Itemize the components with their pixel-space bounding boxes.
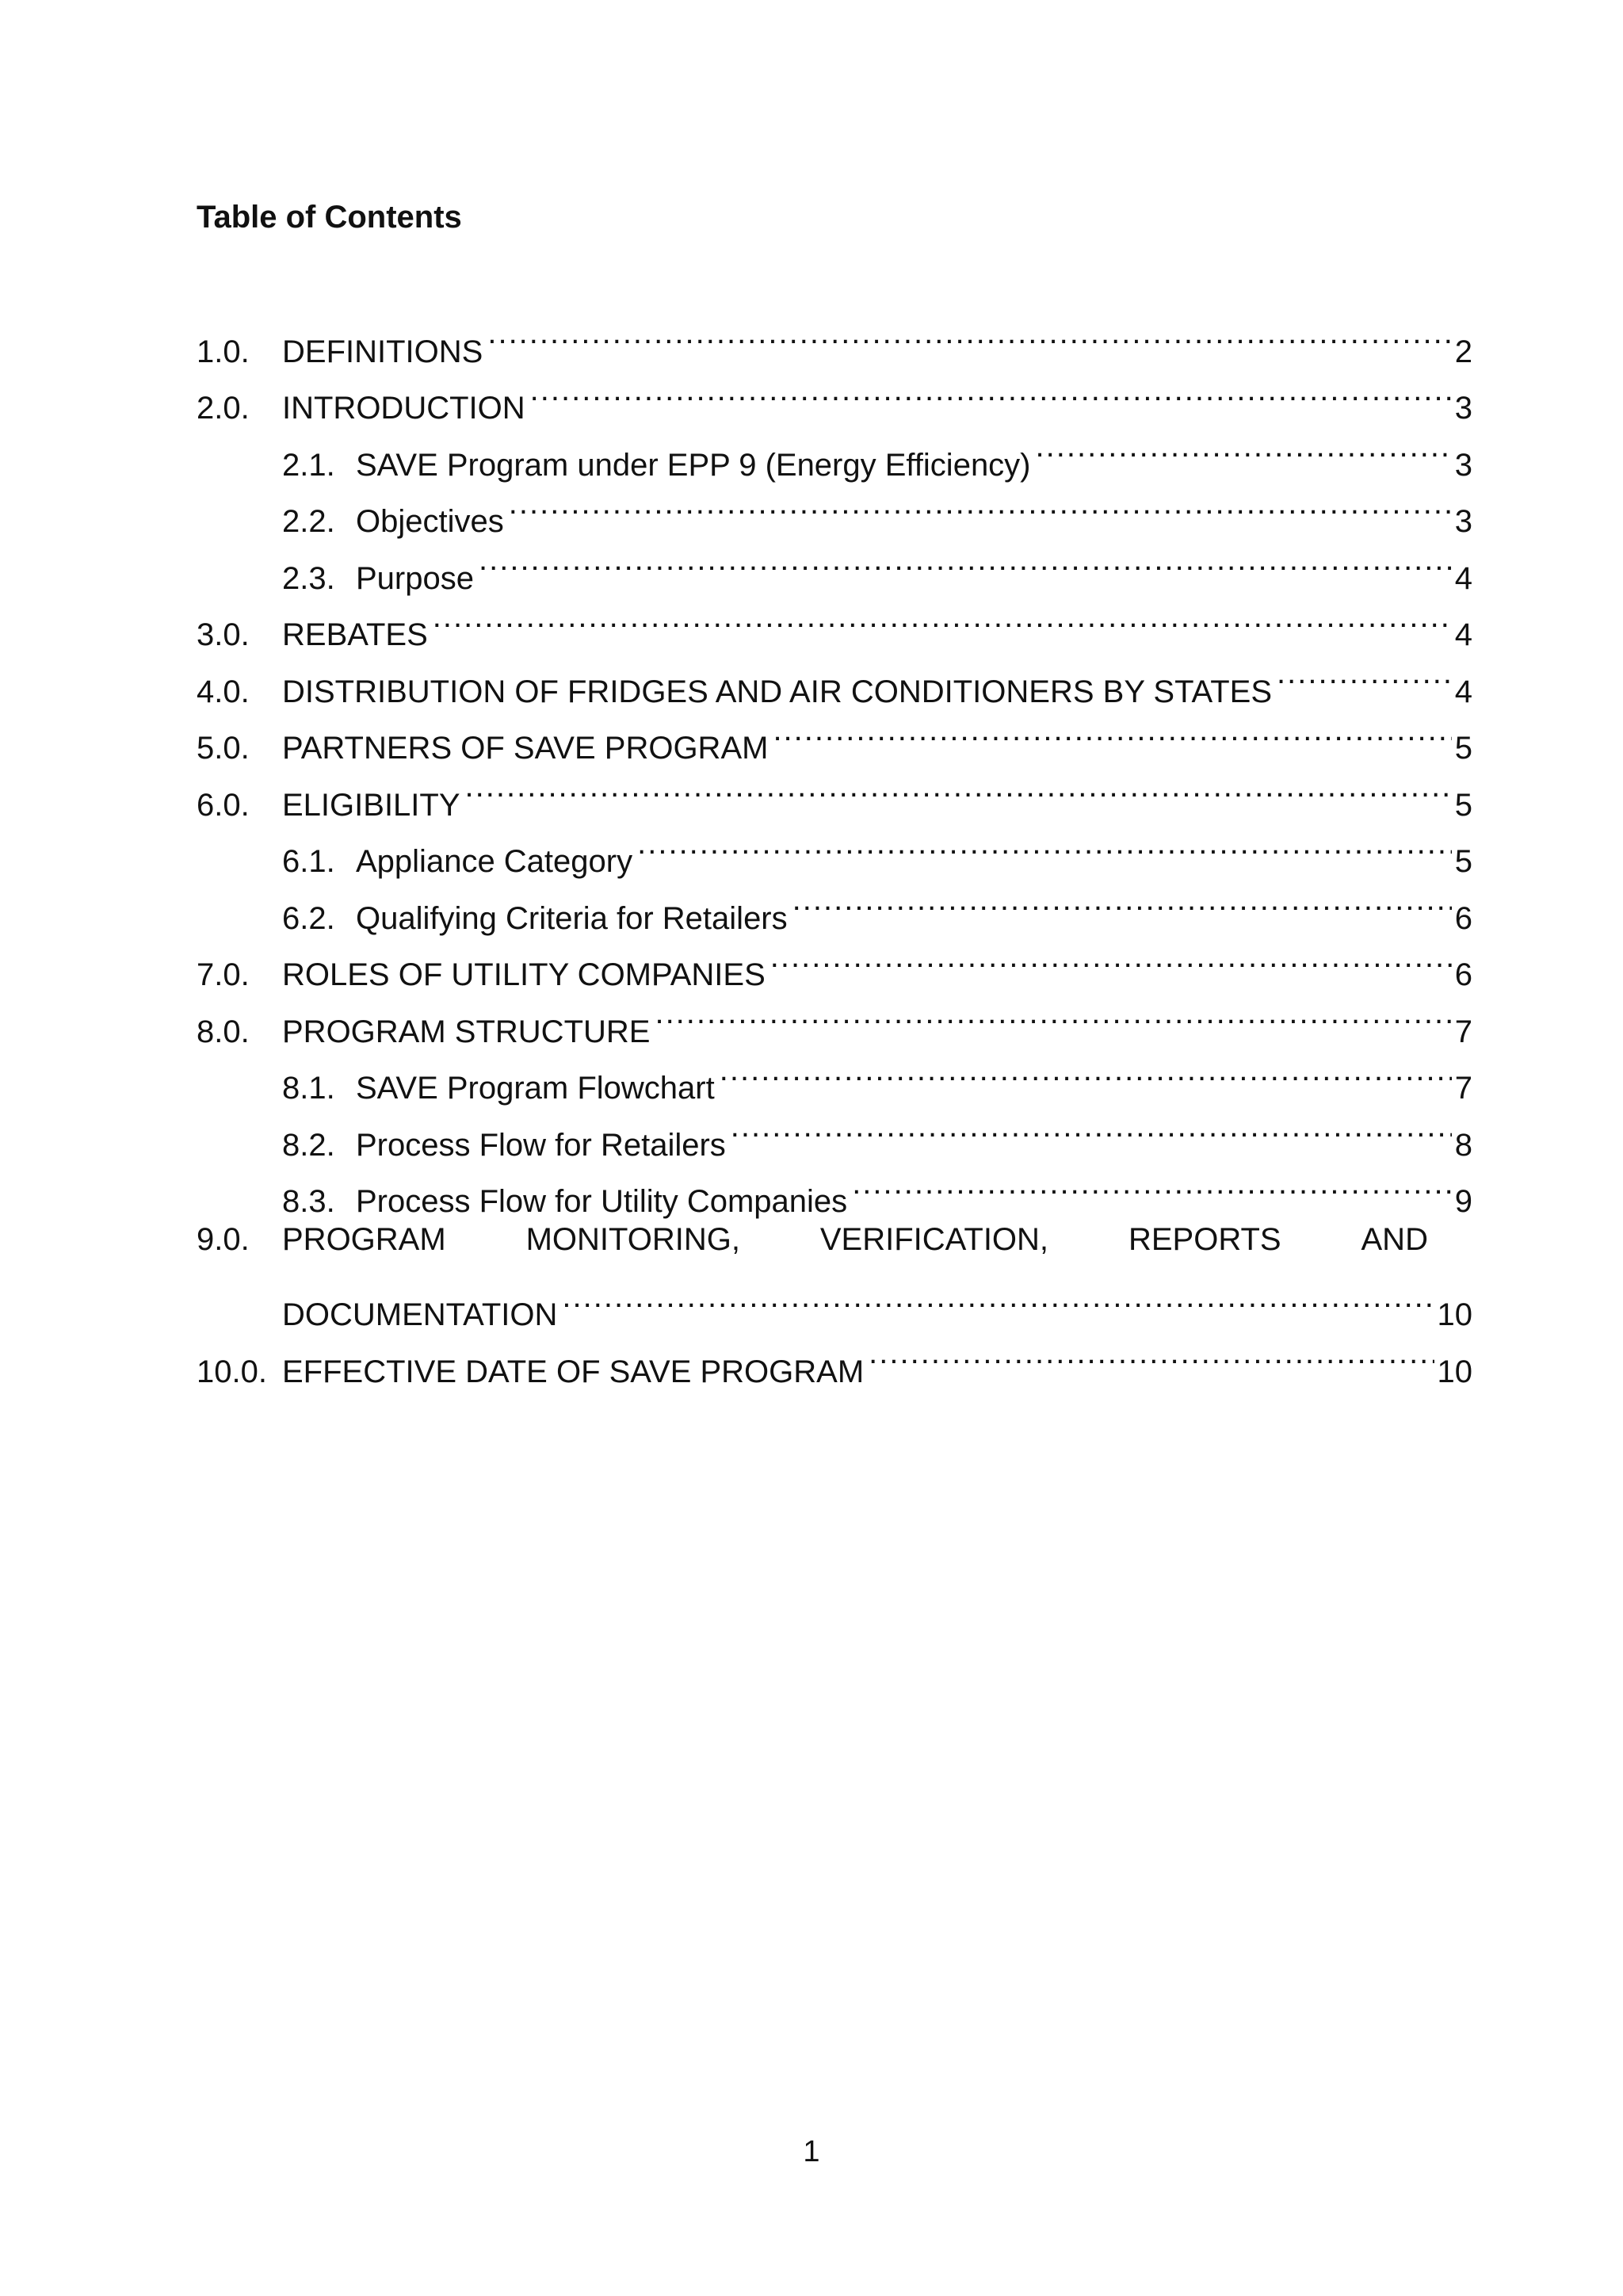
toc-title: ROLES OF UTILITY COMPANIES — [282, 957, 766, 992]
toc-title-justified — [282, 1212, 1472, 1269]
toc-page-number: 4 — [1454, 617, 1472, 652]
dot-leader — [770, 929, 1452, 986]
toc-entry-qualifying-criteria[interactable] — [197, 872, 1472, 936]
toc-title: REBATES — [282, 617, 428, 652]
toc-number: 3.0. — [197, 617, 250, 652]
toc-entry-monitoring[interactable] — [197, 1212, 1472, 1269]
toc-number: 2.2. — [282, 504, 335, 539]
toc-number: 8.1. — [282, 1071, 335, 1106]
toc-title-word: MONITORING, — [525, 1222, 740, 1257]
page-title: Table of Contents — [197, 200, 462, 235]
toc-page-number: 7 — [1454, 1014, 1472, 1049]
dot-leader — [433, 589, 1452, 646]
toc-title: INTRODUCTION — [282, 391, 525, 426]
toc-title-word: PROGRAM — [282, 1222, 446, 1257]
dot-leader — [731, 1098, 1452, 1156]
toc-title: Objectives — [356, 504, 504, 539]
dot-leader — [1277, 645, 1452, 702]
toc-page-number: 2 — [1454, 334, 1472, 369]
toc-title: PROGRAM STRUCTURE — [282, 1014, 651, 1049]
toc-entry-definitions[interactable] — [197, 305, 1472, 369]
toc-number: 9.0. — [197, 1222, 250, 1257]
toc-entry-monitoring-continued[interactable] — [197, 1269, 1472, 1332]
toc-entry-eligibility[interactable] — [197, 758, 1472, 823]
dot-leader — [852, 1156, 1452, 1213]
toc-entry-process-retailers[interactable] — [197, 1098, 1472, 1163]
toc-number: 4.0. — [197, 674, 250, 709]
toc-number: 7.0. — [197, 957, 250, 992]
toc-title: Appliance Category — [356, 844, 633, 879]
toc-entry-save-program-epp9[interactable] — [197, 418, 1472, 483]
toc-number: 2.1. — [282, 447, 335, 483]
dot-leader — [637, 816, 1452, 873]
dot-leader — [530, 362, 1452, 419]
toc-title: SAVE Program under EPP 9 (Energy Efficiency) — [356, 447, 1031, 483]
toc-entry-purpose[interactable] — [197, 532, 1472, 596]
toc-entry-program-structure[interactable] — [197, 985, 1472, 1049]
toc-number: 5.0. — [197, 731, 250, 766]
toc-page-number: 8 — [1454, 1127, 1472, 1163]
toc-title: DEFINITIONS — [282, 334, 483, 369]
toc-number: 6.1. — [282, 844, 335, 879]
toc-page-number: 3 — [1454, 447, 1472, 483]
dot-leader — [509, 476, 1452, 533]
dot-leader — [655, 985, 1451, 1042]
toc-title: PARTNERS OF SAVE PROGRAM — [282, 731, 769, 766]
toc-page-number: 3 — [1454, 391, 1472, 426]
toc-page-number: 4 — [1454, 674, 1472, 709]
toc-page-number: 6 — [1454, 957, 1472, 992]
toc-entry-process-utility[interactable] — [197, 1156, 1472, 1219]
toc-number: 8.2. — [282, 1127, 335, 1163]
toc-title-word: VERIFICATION, — [819, 1222, 1049, 1257]
dot-leader — [773, 702, 1451, 759]
toc-page-number: 4 — [1454, 560, 1472, 596]
dot-leader — [792, 872, 1452, 929]
toc-page-number: 5 — [1454, 844, 1472, 879]
dot-leader — [487, 305, 1451, 362]
toc-entry-rebates[interactable] — [197, 589, 1472, 652]
toc-entry-introduction[interactable] — [197, 362, 1472, 426]
toc-entry-roles-utility[interactable] — [197, 929, 1472, 992]
toc-entry-objectives[interactable] — [197, 476, 1472, 539]
toc-page-number: 6 — [1454, 900, 1472, 936]
toc-number: 2.3. — [282, 560, 335, 596]
toc-title: DISTRIBUTION OF FRIDGES AND AIR CONDITIONERS BY STATES — [282, 674, 1273, 709]
toc-page-number: 5 — [1454, 731, 1472, 766]
toc-number: 6.2. — [282, 900, 335, 936]
table-of-contents — [197, 305, 1472, 1389]
toc-entry-appliance-category[interactable] — [197, 816, 1472, 879]
dot-leader — [720, 1042, 1452, 1099]
dot-leader — [1036, 418, 1452, 476]
toc-page-number: 3 — [1454, 504, 1472, 539]
toc-title: Purpose — [356, 560, 474, 596]
toc-number: 8.3. — [282, 1184, 335, 1219]
toc-entry-partners[interactable] — [197, 702, 1472, 766]
toc-title-word: REPORTS — [1128, 1222, 1281, 1257]
toc-title: ELIGIBILITY — [282, 787, 460, 823]
toc-title-word: AND — [1361, 1222, 1428, 1257]
toc-title: DOCUMENTATION — [282, 1297, 558, 1332]
toc-page-number: 9 — [1454, 1184, 1472, 1219]
dot-leader — [479, 532, 1452, 589]
toc-number: 10.0. — [197, 1354, 267, 1389]
toc-number: 8.0. — [197, 1014, 250, 1049]
toc-title: SAVE Program Flowchart — [356, 1071, 715, 1106]
toc-title: Qualifying Criteria for Retailers — [356, 900, 788, 936]
dot-leader — [562, 1269, 1434, 1326]
dot-leader — [465, 758, 1452, 816]
toc-number: 6.0. — [197, 787, 250, 823]
page-number: 1 — [803, 2135, 820, 2168]
toc-entry-effective-date[interactable] — [197, 1325, 1472, 1389]
toc-page-number: 5 — [1454, 787, 1472, 823]
toc-title: EFFECTIVE DATE OF SAVE PROGRAM — [282, 1354, 865, 1389]
toc-page-number: 10 — [1437, 1297, 1472, 1332]
toc-page-number: 7 — [1454, 1071, 1472, 1106]
toc-entry-distribution[interactable] — [197, 645, 1472, 709]
toc-number: 2.0. — [197, 391, 250, 426]
toc-number: 1.0. — [197, 334, 250, 369]
toc-title: Process Flow for Utility Companies — [356, 1184, 848, 1219]
toc-entry-flowchart[interactable] — [197, 1042, 1472, 1106]
toc-title: Process Flow for Retailers — [356, 1127, 726, 1163]
toc-page-number: 10 — [1437, 1354, 1472, 1389]
dot-leader — [869, 1325, 1434, 1382]
